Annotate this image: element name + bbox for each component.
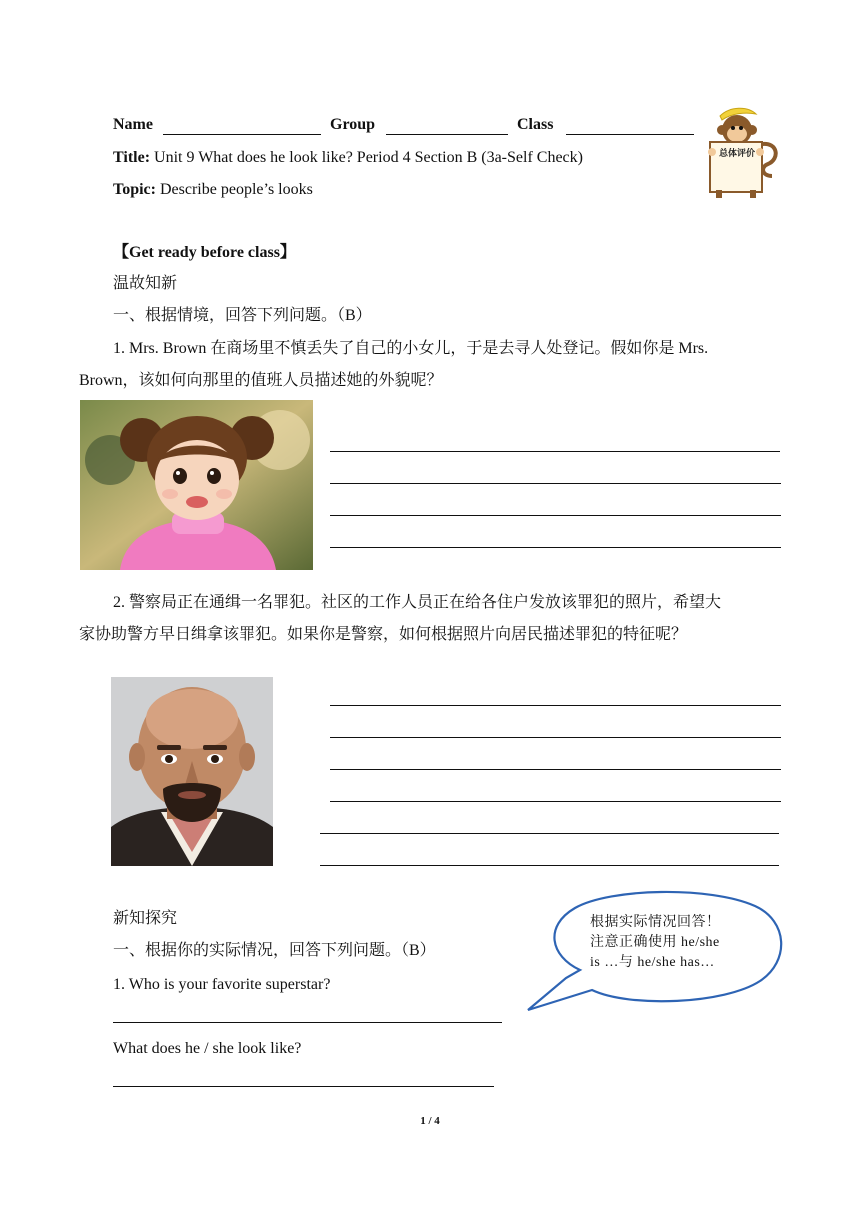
badge-text: 总体评价 xyxy=(718,149,755,159)
girl-photo xyxy=(80,400,313,570)
hint-line: is …与 he/she has… xyxy=(590,955,715,970)
answer-line[interactable] xyxy=(330,737,781,738)
question-2-line1: 2. 警察局正在通缉一名罪犯。社区的工作人员正在给各住户发放该罪犯的照片，希望大 xyxy=(113,594,722,611)
answer-line[interactable] xyxy=(320,865,779,866)
answer-line[interactable] xyxy=(113,1022,502,1023)
question-1-line2: Brown，该如何向那里的值班人员描述她的外貌呢？ xyxy=(79,372,443,389)
criminal-photo xyxy=(111,677,273,866)
task-1-instructions: 一、根据情境，回答下列问题。（B） xyxy=(113,307,372,324)
name-label: Name xyxy=(113,116,153,133)
answer-line[interactable] xyxy=(330,547,781,548)
class-label: Class xyxy=(517,116,554,133)
answer-line[interactable] xyxy=(330,801,781,802)
answer-line[interactable] xyxy=(330,769,781,770)
get-ready-heading: 【Get ready before class】 xyxy=(113,244,296,261)
answer-line[interactable] xyxy=(330,451,780,452)
answer-line[interactable] xyxy=(330,515,781,516)
answer-line[interactable] xyxy=(330,705,781,706)
hint-line: 根据实际情况回答！ xyxy=(590,915,721,930)
page-number: 1 / 4 xyxy=(420,1115,440,1127)
title-label: Title: xyxy=(113,149,151,166)
topic-value: Describe people’s looks xyxy=(155,181,313,198)
answer-line[interactable] xyxy=(330,483,781,484)
task-2-instructions: 一、根据你的实际情况，回答下列问题。（B） xyxy=(113,942,436,959)
answer-line[interactable] xyxy=(320,833,779,834)
hint-text xyxy=(590,913,740,973)
group-label: Group xyxy=(330,116,376,133)
topic-line xyxy=(113,180,313,200)
superstar-question: 1. Who is your favorite superstar? xyxy=(113,976,331,993)
topic-label: Topic: xyxy=(113,181,156,198)
group-blank[interactable] xyxy=(386,134,508,135)
evaluation-badge xyxy=(700,104,782,202)
title-line xyxy=(113,148,583,168)
class-blank[interactable] xyxy=(566,134,694,135)
look-like-question: What does he / she look like? xyxy=(113,1040,302,1057)
header-row xyxy=(113,116,713,138)
question-2-line2: 家协助警方早日缉拿该罪犯。如果你是警察，如何根据照片向居民描述罪犯的特征呢？ xyxy=(79,626,688,643)
name-blank[interactable] xyxy=(163,134,321,135)
answer-line[interactable] xyxy=(113,1086,494,1087)
hint-line: 注意正确使用 he/she xyxy=(590,935,720,950)
question-1-line1: 1. Mrs. Brown 在商场里不慎丢失了自己的小女儿，于是去寻人处登记。假如你是 Mrs. xyxy=(113,340,709,357)
title-value: Unit 9 What does he look like? Period 4 Section B (3a-Self Check) xyxy=(150,149,583,166)
explore-subheading: 新知探究 xyxy=(113,910,178,927)
review-subheading: 温故知新 xyxy=(113,275,178,292)
